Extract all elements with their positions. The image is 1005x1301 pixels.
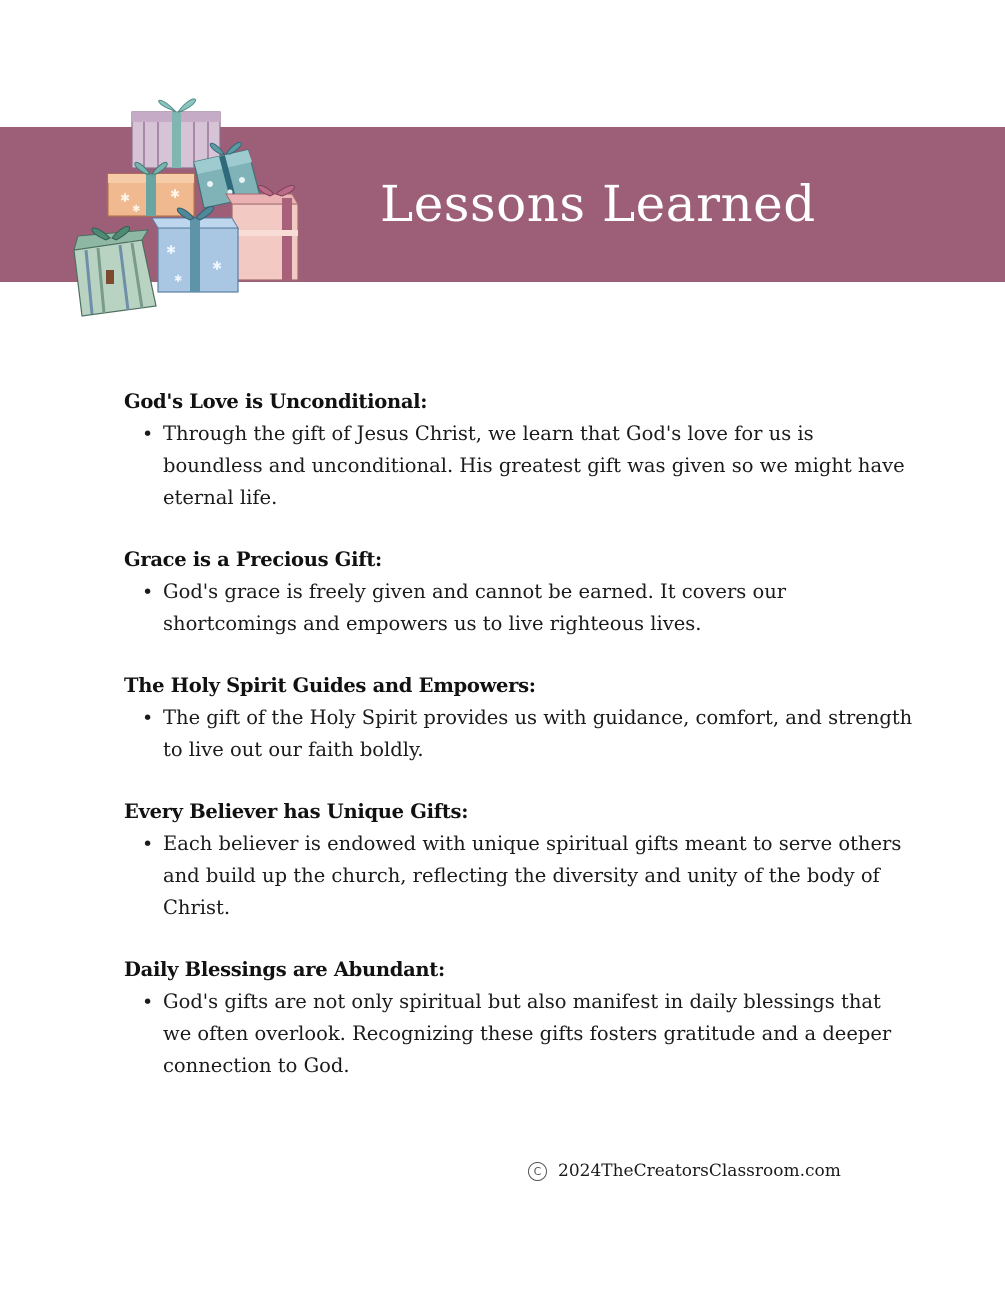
lesson-bullets [124,418,914,514]
lesson-bullet-text: God's gifts are not only spiritual but also manifest in daily blessings that we often overlook. Recognizing these gifts fosters gratitude and a deeper connection to God. [163,990,892,1077]
gift-box-blue [152,207,238,292]
svg-text:✱: ✱ [132,204,141,215]
bullet-icon: • [142,423,154,445]
lesson-bullets [124,986,914,1082]
lesson-bullet [142,576,914,640]
copyright-icon: C [528,1162,547,1181]
svg-text:✱: ✱ [174,274,183,285]
lesson-bullets [124,702,914,766]
lesson-heading: Daily Blessings are Abundant: [124,958,445,981]
copyright-footer [528,1159,841,1183]
bullet-icon: • [142,581,154,603]
svg-text:✱: ✱ [120,191,131,205]
lesson-bullet [142,702,914,766]
lessons-list [124,388,914,1114]
lesson-bullet-text: Through the gift of Jesus Christ, we learn that God's love for us is boundless and unconditional. His greatest gift was given so we might have eternal life. [163,422,905,509]
lesson-bullet [142,986,914,1082]
lesson-bullet-text: Each believer is endowed with unique spiritual gifts meant to serve others and build up the church, reflecting the diversity and unity of the body of Christ. [163,832,902,919]
gift-box-striped [74,227,156,316]
lesson-heading: Grace is a Precious Gift: [124,548,382,571]
lesson-bullets [124,828,914,924]
bullet-icon: • [142,833,154,855]
svg-text:✱: ✱ [212,259,223,273]
lesson-heading: The Holy Spirit Guides and Empowers: [124,674,536,697]
svg-text:✱: ✱ [170,187,181,201]
page-title: Lessons Learned [380,175,816,233]
bullet-icon: • [142,991,154,1013]
gift-box-top [132,99,220,168]
lesson-heading: God's Love is Unconditional: [124,390,428,413]
lesson-section [124,672,914,766]
lesson-bullet [142,418,914,514]
lesson-bullet-text: The gift of the Holy Spirit provides us with guidance, comfort, and strength to live out our faith boldly. [163,706,913,761]
copyright-text: 2024TheCreatorsClassroom.com [558,1161,841,1181]
lesson-section [124,546,914,640]
lesson-heading: Every Believer has Unique Gifts: [124,800,469,823]
gift-boxes-illustration [62,84,312,324]
lesson-bullets [124,576,914,640]
lesson-section [124,956,914,1082]
bullet-icon: • [142,707,154,729]
lesson-bullet-text: God's grace is freely given and cannot be earned. It covers our shortcomings and empowers us to live righteous lives. [163,580,787,635]
lesson-section [124,388,914,514]
lesson-bullet [142,828,914,924]
svg-text:✱: ✱ [166,243,177,257]
lesson-section [124,798,914,924]
